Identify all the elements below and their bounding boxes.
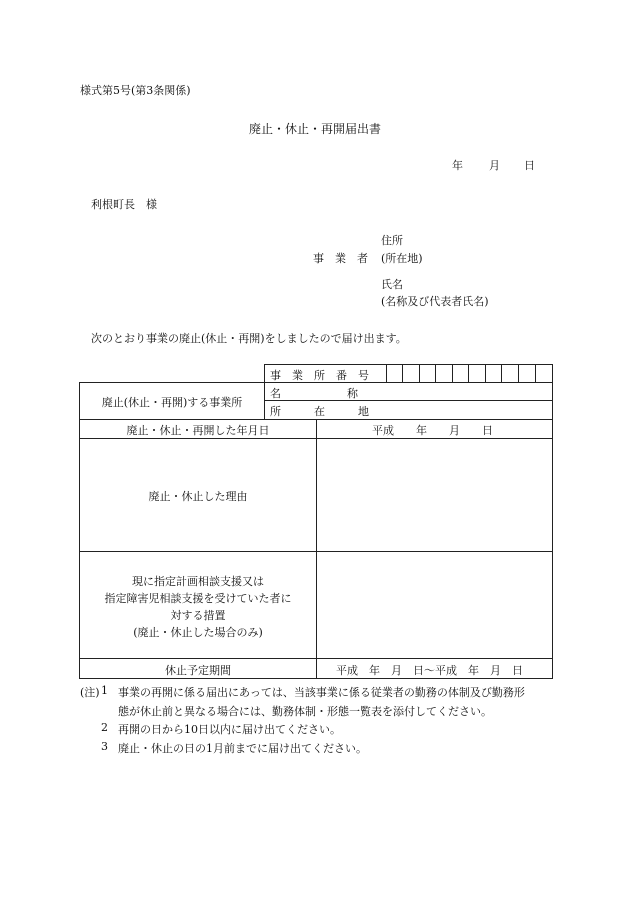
- note-text: 廃止・休止の日の1月前までに届け出てください。: [118, 742, 367, 755]
- page-title: 廃止・休止・再開届出書: [248, 122, 381, 136]
- date-row-value: 平成 年 月 日: [372, 424, 493, 437]
- office-location-label: 所 在 地: [270, 405, 369, 418]
- note-text: 事業の再開に係る届出にあっては、当該事業に係る従業者の勤務の体制及び勤務形: [118, 686, 525, 699]
- note-number: 1: [101, 684, 108, 697]
- measures-label-line: (廃止・休止した場合のみ): [133, 626, 263, 639]
- measures-label-line: 現に指定計画相談支援又は: [132, 575, 264, 588]
- date-day-label: 日: [524, 159, 535, 172]
- period-label: 休止予定期間: [165, 664, 231, 677]
- note-number: 2: [101, 721, 108, 734]
- reason-label: 廃止・休止した理由: [148, 490, 248, 503]
- date-row-label: 廃止・休止・再開した年月日: [126, 424, 270, 437]
- date-month-label: 月: [489, 159, 500, 172]
- form-number: 様式第5号(第3条関係): [80, 84, 191, 97]
- office-name-label: 名 称: [270, 387, 358, 400]
- name-sub-label: (名称及び代表者氏名): [381, 295, 489, 308]
- notes-prefix: (注): [80, 686, 100, 699]
- office-number-label: 事 業 所 番 号: [270, 369, 369, 382]
- note-text: 態が休止前と異なる場合には、勤務体制・形態一覧表を添付してください。: [118, 705, 492, 718]
- note-number: 3: [101, 740, 108, 753]
- office-row-label: 廃止(休止・再開)する事業所: [101, 396, 243, 409]
- address-sub-label: (所在地): [381, 252, 423, 265]
- date-year-label: 年: [452, 159, 463, 172]
- measures-label: [80, 573, 316, 641]
- name-label: 氏名: [381, 278, 403, 291]
- measures-label-line: 対する措置: [170, 609, 226, 622]
- address-label: 住所: [381, 234, 403, 247]
- measures-label-line: 指定障害児相談支援を受けていた者に: [104, 592, 292, 605]
- applicant-label: 事 業 者: [313, 252, 368, 265]
- period-value: 平成 年 月 日～平成 年 月 日: [336, 664, 523, 677]
- note-text: 再開の日から10日以内に届け出てください。: [118, 723, 341, 736]
- intro-text: 次のとおり事業の廃止(休止・再開)をしましたので届け出ます。: [91, 332, 407, 345]
- addressee: 利根町長 様: [91, 198, 157, 211]
